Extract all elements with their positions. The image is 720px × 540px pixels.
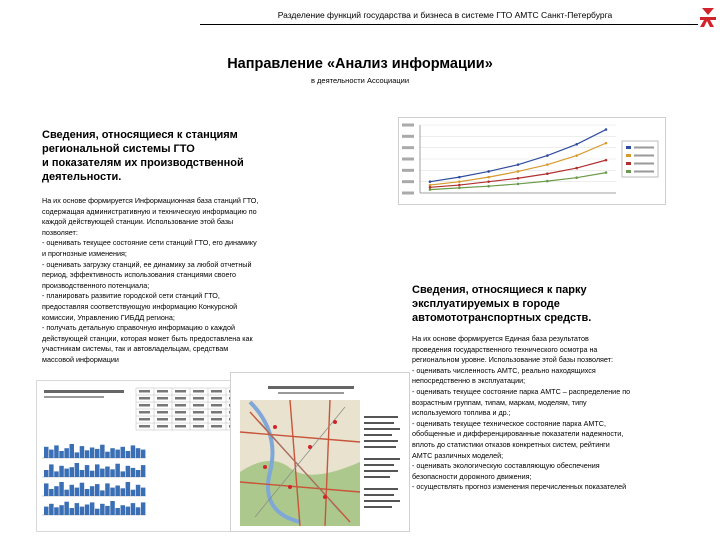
table-cell-text <box>211 425 222 428</box>
bar <box>95 464 100 477</box>
left-body-line: действующей станции, которая может быть предоставлена как <box>42 333 253 343</box>
right-heading-line: Сведения, относящиеся к парку <box>412 284 587 296</box>
left-body-line: - планировать развитие городской сети станций ГТО, <box>42 291 220 301</box>
bar <box>95 509 100 515</box>
header-text: Разделение функций государства и бизнеса в системе ГТО АМТС Санкт-Петербурга <box>277 10 613 20</box>
bar <box>85 489 90 496</box>
right-body-line: - оценивать текущее состояние парка АМТС – распределение по <box>412 386 631 396</box>
chart-tick-label <box>402 158 414 161</box>
bar <box>110 488 115 496</box>
bar <box>115 464 120 477</box>
chart-point <box>458 180 461 183</box>
left-heading-line: Сведения, относящиеся к станциям <box>42 129 238 141</box>
bar <box>105 452 110 458</box>
chart-point <box>575 154 578 157</box>
bar <box>85 505 90 516</box>
chart-point <box>458 176 461 179</box>
bar <box>70 467 75 477</box>
chart-point <box>605 159 608 162</box>
bar <box>90 502 95 515</box>
right-body-line: - оценивать экологическую составляющую обеспечения <box>412 461 600 471</box>
table-cell-text <box>139 397 150 400</box>
chart-point <box>517 177 520 180</box>
table-cell-text <box>193 390 204 393</box>
chart-point <box>575 143 578 146</box>
figure-caption <box>44 396 104 398</box>
right-body-line: На их основе формируется Единая база результатов <box>412 334 589 343</box>
table-cell-text <box>211 418 222 421</box>
bar <box>131 468 136 477</box>
bar <box>136 448 141 458</box>
bar <box>64 490 69 496</box>
logo-icon <box>699 6 717 28</box>
table-cell-text <box>193 411 204 414</box>
right-body-line: непосредственно в эксплуатации; <box>412 376 526 386</box>
left-body-line: - оценивать загрузку станций, ее динамику за любой отчетный <box>42 259 252 269</box>
left-body-line: На их основе формируется Информационная база станций ГТО, <box>42 196 259 205</box>
left-body-line: участникам системы, так и автовладельцам, средствам <box>42 344 229 354</box>
bar <box>121 505 126 515</box>
right-body-line: безопасности дорожного движения; <box>412 471 532 481</box>
chart-tick-label <box>402 169 414 172</box>
bar <box>141 502 146 515</box>
bar <box>64 448 69 458</box>
bar <box>49 489 54 496</box>
left-body-line: - получать детальную справочную информацию о каждой <box>42 323 235 333</box>
bar <box>95 484 100 496</box>
left-body-line: содержащая административную и техническую информацию по <box>42 206 257 216</box>
left-body-line: массовой информации <box>42 354 119 364</box>
bar <box>105 467 110 478</box>
bar <box>90 486 95 496</box>
page-subtitle: в деятельности Ассоциации <box>310 76 410 85</box>
bar <box>100 445 105 458</box>
bar <box>126 466 131 477</box>
right-section-heading <box>412 283 632 325</box>
bar <box>75 503 80 515</box>
chart-point <box>458 184 461 187</box>
bar <box>121 447 126 458</box>
right-heading-line: эксплуатируемых в городе <box>412 298 560 310</box>
bar <box>54 507 59 515</box>
left-body-line: - оценивать текущее состояние сети станций ГТО, его динамику <box>42 238 257 248</box>
chart-point <box>605 142 608 145</box>
table-cell-text <box>193 418 204 421</box>
bar <box>100 469 105 477</box>
table-cell-text <box>157 411 168 414</box>
bar <box>44 507 49 515</box>
table-cell-text <box>193 404 204 407</box>
figure-caption <box>44 390 124 393</box>
bar <box>90 448 95 459</box>
stations-line-chart-figure <box>398 117 666 205</box>
left-body-line: позволяет: <box>42 227 78 237</box>
bar <box>105 506 110 515</box>
bar <box>44 447 49 458</box>
page-title: Направление «Анализ информации» <box>227 56 493 72</box>
bar <box>90 471 95 477</box>
bar <box>49 464 54 477</box>
chart-point <box>429 184 432 187</box>
left-body-line: комиссии, Управлению ГИБДД региона; <box>42 312 175 322</box>
bar <box>95 449 100 458</box>
bar <box>54 445 59 458</box>
chart-tick-label <box>402 180 414 183</box>
table-cell-text <box>157 404 168 407</box>
right-body-line: - оценивать численность АМТС, реально находящихся <box>412 365 596 375</box>
bar <box>100 490 105 496</box>
bar <box>80 483 85 496</box>
bar <box>54 486 59 496</box>
bar <box>121 488 126 496</box>
bar <box>141 450 146 458</box>
table-cell-text <box>211 390 222 393</box>
right-body-line: вплоть до статистики отказов конкретных систем, рейтинги <box>412 439 610 449</box>
bar <box>136 470 141 477</box>
table-cell-text <box>139 411 150 414</box>
bar <box>80 507 85 515</box>
header-rule <box>200 24 698 25</box>
left-body-line: предоставляя соответствующую информацию Конкурсной <box>42 301 238 311</box>
chart-point <box>487 180 490 183</box>
chart-point <box>429 186 432 189</box>
bar <box>59 466 64 477</box>
chart-point <box>517 163 520 166</box>
right-body-line: - оценивать текущее техническое состояние парка АМТС, <box>412 418 606 428</box>
chart-point <box>458 187 461 190</box>
bar <box>136 485 141 496</box>
chart-point <box>546 154 549 157</box>
bar <box>80 446 85 458</box>
chart-point <box>605 171 608 174</box>
bar <box>110 448 115 458</box>
bar <box>75 452 80 458</box>
chart-point <box>487 185 490 188</box>
bar <box>115 508 120 515</box>
bar <box>126 507 131 515</box>
left-heading-line: деятельности. <box>42 171 122 183</box>
bar <box>105 483 110 496</box>
bar <box>70 508 75 515</box>
left-body-line: производственного потенциала; <box>42 280 150 290</box>
chart-tick-label <box>402 192 414 195</box>
bar <box>85 450 90 458</box>
bar <box>110 469 115 477</box>
right-body-line: проведения государственного технического осмотра на <box>412 344 598 354</box>
right-body-line: обобщенные и дифференцированные показатели надежности, <box>412 429 624 439</box>
table-cell-text <box>175 418 186 421</box>
right-body-line: - осуществлять прогноз изменения перечисленных показателей <box>412 482 627 492</box>
bar <box>126 451 131 458</box>
chart-point <box>575 176 578 179</box>
bar <box>70 444 75 458</box>
bar <box>59 482 64 496</box>
bar <box>49 504 54 515</box>
bar <box>64 469 69 477</box>
bar <box>64 502 69 515</box>
table-cell-text <box>211 411 222 414</box>
bar <box>110 501 115 515</box>
chart-tick-label <box>402 146 414 149</box>
table-cell-text <box>157 425 168 428</box>
vehicle-fleet-map-figure <box>230 372 410 532</box>
bar <box>131 490 136 496</box>
stations-table-figure <box>36 380 256 532</box>
bar <box>59 505 64 515</box>
bar <box>80 470 85 477</box>
left-heading-line: и показателям их производственной <box>42 157 244 169</box>
table-cell-text <box>139 404 150 407</box>
table-cell-text <box>211 404 222 407</box>
chart-point <box>429 180 432 183</box>
bar <box>85 465 90 477</box>
chart-point <box>517 183 520 186</box>
left-body-line: период, эффективность использования станциями своего <box>42 270 236 280</box>
table-cell-text <box>157 418 168 421</box>
bar <box>131 503 136 515</box>
table-cell-text <box>211 397 222 400</box>
chart-point <box>429 188 432 191</box>
right-body-line: АМТС различных моделей; <box>412 450 504 460</box>
table-cell-text <box>175 397 186 400</box>
bar <box>49 450 54 458</box>
bar <box>141 465 146 477</box>
bar <box>136 507 141 515</box>
table-cell-text <box>139 390 150 393</box>
chart-point <box>487 170 490 173</box>
chart-point <box>546 180 549 183</box>
bar <box>75 463 80 477</box>
bar <box>70 485 75 496</box>
right-body-line: возрастным группам, типам, маркам, моделям, типу <box>412 397 587 407</box>
chart-point <box>575 167 578 170</box>
right-section-body <box>412 334 702 493</box>
bar <box>131 445 136 458</box>
chart-legend <box>622 141 658 177</box>
bar <box>59 451 64 458</box>
bar <box>44 470 49 477</box>
table-cell-text <box>175 425 186 428</box>
bar <box>126 482 131 496</box>
table-cell-text <box>157 397 168 400</box>
chart-point <box>517 170 520 173</box>
table-cell-text <box>175 411 186 414</box>
left-section-body <box>42 196 342 366</box>
bar <box>115 486 120 497</box>
chart-tick-label <box>402 135 414 138</box>
bar <box>100 504 105 515</box>
left-body-line: и прогнозные изменения; <box>42 248 127 258</box>
table-cell-text <box>193 425 204 428</box>
table-cell-text <box>139 418 150 421</box>
table-cell-text <box>139 425 150 428</box>
chart-point <box>546 163 549 166</box>
bar <box>141 488 146 496</box>
table-cell-text <box>175 390 186 393</box>
table-cell-text <box>175 404 186 407</box>
bar <box>115 450 120 458</box>
chart-tick-label <box>402 124 414 127</box>
bar <box>121 471 126 477</box>
right-heading-line: автомототранспортных средств. <box>412 312 592 324</box>
bar <box>75 488 80 496</box>
right-body-line: региональном уровне. Использование этой базы позволяет: <box>412 355 613 365</box>
table-cell-text <box>193 397 204 400</box>
bar <box>54 471 59 477</box>
left-heading-line: региональной системы ГТО <box>42 143 195 155</box>
chart-point <box>605 128 608 131</box>
chart-point <box>546 172 549 175</box>
right-body-line: используемого топлива и др.; <box>412 408 511 418</box>
table-cell-text <box>157 390 168 393</box>
bar <box>44 483 49 496</box>
chart-point <box>487 176 490 179</box>
left-section-heading <box>42 128 282 184</box>
left-body-line: каждой действующей станции. Использование этой базы <box>42 217 234 227</box>
